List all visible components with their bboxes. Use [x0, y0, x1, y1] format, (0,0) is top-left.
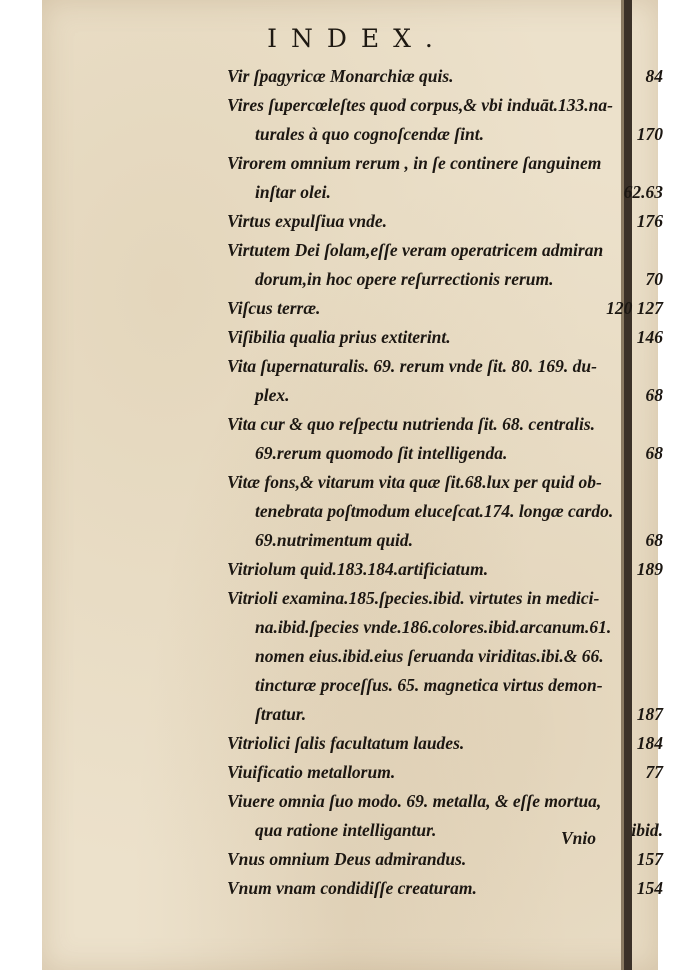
page-reference: 84 [645, 66, 663, 86]
entry-text: 69.nutrimentum quid. [255, 530, 414, 550]
index-entry [227, 729, 667, 758]
entry-text: Viſcus terræ. [227, 298, 321, 318]
page-header: INDEX. [267, 24, 447, 53]
index-entry [227, 874, 667, 903]
page-reference: 68 [645, 530, 663, 550]
page-reference: 70 [645, 269, 663, 289]
index-entry [227, 787, 667, 816]
index-entry [227, 149, 667, 178]
index-entry-continuation [227, 265, 667, 294]
entry-text: dorum,in hoc opere reſurrectionis rerum. [255, 269, 554, 289]
index-entry-continuation [227, 381, 667, 410]
page-reference: 120 127 [606, 298, 663, 318]
entry-text: inſtar olei. [255, 182, 331, 202]
entry-text: Vita ſupernaturalis. 69. rerum vnde ſit. 80. 169. du- [227, 356, 597, 376]
entry-text: 69.rerum quomodo ſit intelligenda. [255, 443, 508, 463]
entry-text: Viuere omnia ſuo modo. 69. metalla, & eſſe mortua, [227, 791, 602, 811]
index-entry [227, 555, 667, 584]
index-entry-continuation [227, 526, 667, 555]
index-entry-continuation [227, 642, 667, 671]
page-reference: 184 [636, 733, 663, 753]
index-entry [227, 584, 667, 613]
page-reference: 146 [636, 327, 663, 347]
index-entry [227, 207, 667, 236]
index-entry-continuation [227, 439, 667, 468]
page-reference: 154 [636, 878, 663, 898]
entry-text: na.ibid.ſpecies vnde.186.colores.ibid.arcanum.61. [255, 617, 612, 637]
index-entry-continuation [227, 178, 667, 207]
index-entry [227, 294, 667, 323]
entry-text: plex. [255, 385, 290, 405]
entry-text: Vires ſupercœleſtes quod corpus,& vbi induāt.133.na- [227, 95, 613, 115]
index-entries [227, 62, 667, 903]
entry-text: Virtutem Dei ſolam,eſſe veram operatricem admiran [227, 240, 604, 260]
entry-text: ſtratur. [255, 704, 307, 724]
index-entry [227, 410, 667, 439]
entry-text: tenebrata poſtmodum eluceſcat.174. longæ cardo. [255, 501, 614, 521]
entry-text: Vnus omnium Deus admirandus. [227, 849, 467, 869]
entry-text: Vnum vnam condidiſſe creaturam. [227, 878, 477, 898]
entry-text: Virorem omnium rerum , in ſe continere ſanguinem [227, 153, 602, 173]
catchword: Vnio [560, 828, 596, 848]
page-reference: 68 [645, 385, 663, 405]
entry-text: Viuificatio metallorum. [227, 762, 396, 782]
page-reference: 187 [636, 704, 663, 724]
index-entry [227, 62, 667, 91]
entry-text: Vir ſpagyricæ Monarchiæ quis. [227, 66, 454, 86]
page-reference: 157 [636, 849, 663, 869]
entry-text: Vitriolum quid.183.184.artificiatum. [227, 559, 489, 579]
index-entry [227, 91, 667, 120]
entry-text: tincturæ proceſſus. 65. magnetica virtus demon- [255, 675, 603, 695]
page-reference: 176 [636, 211, 663, 231]
index-entry [227, 845, 667, 874]
entry-text: Vitrioli examina.185.ſpecies.ibid. virtutes in medici- [227, 588, 600, 608]
index-entry-continuation [227, 700, 667, 729]
page-reference: 62.63 [623, 182, 663, 202]
page-reference: 170 [636, 124, 663, 144]
index-entry [227, 323, 667, 352]
page-reference: ibid. [631, 820, 663, 840]
index-entry [227, 758, 667, 787]
index-entry [227, 352, 667, 381]
entry-text: Vitriolici ſalis facultatum laudes. [227, 733, 465, 753]
page-reference: 68 [645, 443, 663, 463]
book-page [42, 0, 663, 970]
index-entry [227, 468, 667, 497]
entry-text: Vita cur & quo reſpectu nutrienda ſit. 68. centralis. [227, 414, 596, 434]
page-reference: 77 [645, 762, 663, 782]
index-entry-continuation [227, 613, 667, 642]
index-entry-continuation [227, 497, 667, 526]
entry-text: turales à quo cognoſcendæ ſint. [255, 124, 484, 144]
index-entry-continuation [227, 816, 667, 845]
index-entry-continuation [227, 671, 667, 700]
entry-text: qua ratione intelligantur. [255, 820, 437, 840]
index-entry-continuation [227, 120, 667, 149]
entry-text: nomen eius.ibid.eius ſeruanda viriditas.ibi.& 66. [255, 646, 604, 666]
index-entry [227, 236, 667, 265]
entry-text: Virtus expulſiua vnde. [227, 211, 387, 231]
page-reference: 189 [636, 559, 663, 579]
entry-text: Vitæ fons,& vitarum vita quæ ſit.68.lux per quid ob- [227, 472, 602, 492]
entry-text: Viſibilia qualia prius extiterint. [227, 327, 451, 347]
